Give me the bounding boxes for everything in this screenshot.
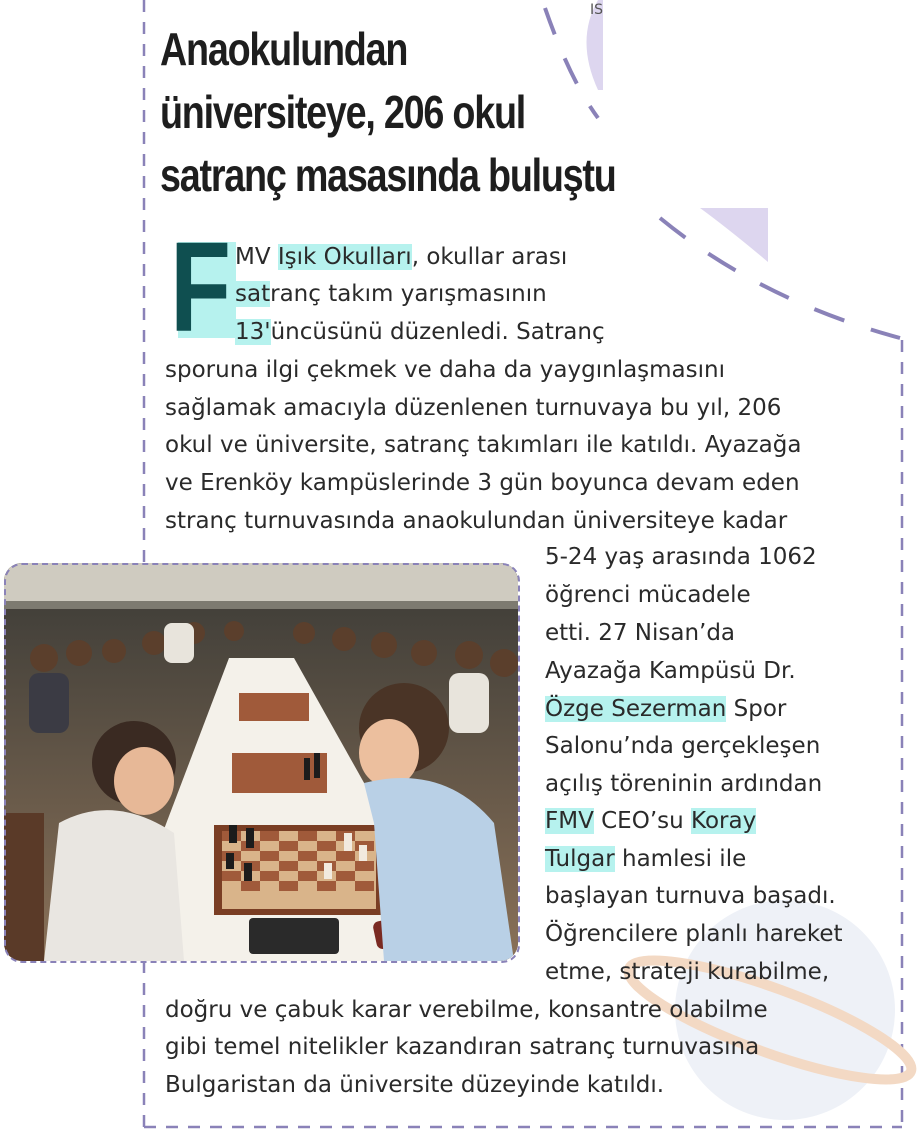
headline-line: satranç masasında buluştu — [160, 149, 616, 201]
body-line — [545, 808, 756, 834]
body-text-run: hamlesi ile — [614, 846, 747, 872]
body-line — [165, 357, 725, 383]
highlighted-text: Işık Okulları — [277, 244, 412, 270]
body-text-run: MV — [235, 244, 278, 270]
highlighted-text: Koray — [691, 808, 757, 834]
body-text-run: Öğrencilere planlı hareket — [545, 921, 843, 947]
highlighted-text: sat — [235, 281, 271, 307]
body-line — [165, 432, 801, 458]
headline-line: üniversiteye, 206 okul — [160, 86, 526, 138]
body-text-run: stranç turnuvasında anaokulundan üniversiteye kadar — [165, 508, 788, 534]
body-line — [545, 582, 751, 608]
body-line — [545, 771, 822, 797]
body-line — [165, 395, 781, 421]
body-text-run: doğru ve çabuk karar verebilme, konsantre olabilme — [165, 997, 768, 1023]
body-text-run: Spor — [726, 696, 787, 722]
body-line — [545, 959, 829, 985]
body-line — [235, 319, 605, 345]
highlighted-text: Tulgar — [545, 846, 615, 872]
body-text-run: Ayazağa Kampüsü Dr. — [545, 658, 796, 684]
highlighted-text: FMV — [545, 808, 594, 834]
body-line — [545, 733, 820, 759]
body-line — [545, 544, 817, 570]
body-text-run: öğrenci mücadele — [545, 582, 751, 608]
body-text-run: 5-24 yaş arasında 1062 — [545, 544, 817, 570]
highlighted-text: Özge Sezerman — [545, 696, 727, 722]
chess-tournament-photo — [4, 563, 518, 961]
body-line — [545, 696, 786, 722]
body-text-run: etti. 27 Nisan’da — [545, 620, 736, 646]
body-text-run: sporuna ilgi çekmek ve daha da yaygınlaşmasını — [165, 357, 725, 383]
body-text-run: etme, strateji kurabilme, — [545, 959, 830, 985]
body-text-run: gibi temel nitelikler kazandıran satranç turnuvasına — [165, 1034, 760, 1060]
body-text-run: sağlamak amacıyla düzenlenen turnuvaya bu yıl, 206 — [165, 395, 782, 421]
body-line — [165, 508, 787, 534]
body-text-run: üncüsünü düzenledi. Satranç — [270, 319, 605, 345]
body-line — [545, 658, 796, 684]
body-text-run: açılış töreninin ardından — [545, 771, 823, 797]
body-line — [545, 883, 836, 909]
corner-fragment: IS — [590, 2, 604, 18]
body-line — [165, 1034, 759, 1060]
body-line — [165, 470, 800, 496]
body-text-run: okul ve üniversite, satranç takımları ile katıldı. Ayazağa — [165, 432, 802, 458]
body-line — [545, 921, 843, 947]
body-text-run: ranç takım yarışmasının — [270, 281, 547, 307]
body-line — [235, 244, 567, 270]
body-text-run: Bulgaristan da üniversite düzeyinde katıldı. — [165, 1072, 665, 1098]
body-line — [165, 997, 768, 1023]
highlighted-text: 13' — [235, 319, 271, 345]
headline-line: Anaokulundan — [160, 23, 408, 75]
body-text-run: CEO’su — [593, 808, 692, 834]
body-text-run: , okullar arası — [411, 244, 568, 270]
body-text-run: ve Erenköy kampüslerinde 3 gün boyunca devam eden — [165, 470, 800, 496]
body-line — [545, 620, 735, 646]
body-line — [545, 846, 746, 872]
drop-cap: F — [170, 216, 231, 359]
body-line — [235, 281, 547, 307]
body-text-run: Salonu’nda gerçekleşen — [545, 733, 821, 759]
body-text-run: başlayan turnuva başadı. — [545, 883, 836, 909]
body-line — [165, 1072, 664, 1098]
